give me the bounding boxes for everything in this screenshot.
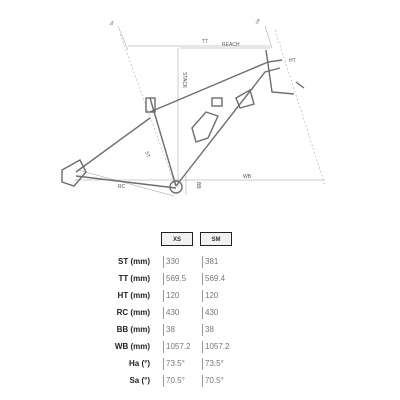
cable-guide xyxy=(236,90,254,108)
row-label: ST (mm) xyxy=(118,257,150,266)
table-row xyxy=(0,271,400,287)
value-sm: 38 xyxy=(202,324,236,336)
value-sm: 381 xyxy=(202,256,236,268)
table-row xyxy=(0,373,400,389)
seat-tube xyxy=(150,98,176,186)
table-row xyxy=(0,305,400,321)
value-sm: 569.4 xyxy=(202,273,236,285)
value-sm: 1057.2 xyxy=(202,341,236,353)
table-row xyxy=(0,322,400,338)
wb-label: WB xyxy=(243,174,252,180)
stack-label: STACK xyxy=(181,72,187,89)
value-xs: 430 xyxy=(163,307,197,319)
ha-tick xyxy=(265,26,272,48)
sa-tick xyxy=(118,26,128,50)
seat-axis-line xyxy=(120,34,176,188)
down-tube xyxy=(176,68,280,186)
bb-label: BB xyxy=(195,182,201,189)
ha-mark: Ha xyxy=(254,17,261,25)
row-label: Sa (°) xyxy=(129,376,150,385)
seat-stay xyxy=(76,118,150,172)
value-xs: 1057.2 xyxy=(163,341,197,353)
row-label: WB (mm) xyxy=(114,342,150,351)
tt-label: TT xyxy=(202,39,209,45)
value-sm: 430 xyxy=(202,307,236,319)
dimension-lines xyxy=(74,26,325,196)
value-xs: 70.5° xyxy=(163,375,197,387)
value-sm: 70.5° xyxy=(202,375,236,387)
ht-mark: HT xyxy=(289,58,296,64)
reach-label: REACH xyxy=(222,42,240,48)
rear-dropout xyxy=(62,160,86,186)
head-tube xyxy=(266,50,294,94)
top-tube xyxy=(150,60,282,112)
table-row xyxy=(0,254,400,270)
row-label: BB (mm) xyxy=(116,325,150,334)
value-sm: 120 xyxy=(202,290,236,302)
value-xs: 330 xyxy=(163,256,197,268)
rc-label: RC xyxy=(118,184,126,190)
value-xs: 120 xyxy=(163,290,197,302)
value-xs: 569.5 xyxy=(163,273,197,285)
value-sm: 73.5° xyxy=(202,358,236,370)
fork-crown xyxy=(296,82,304,88)
st-label: ST xyxy=(143,150,151,159)
value-xs: 73.5° xyxy=(163,358,197,370)
table-row xyxy=(0,288,400,304)
rc-dimension-line xyxy=(78,170,174,196)
head-axis-line xyxy=(275,30,325,185)
bottle-top xyxy=(212,98,222,106)
row-label: TT (mm) xyxy=(118,274,150,283)
row-label: RC (mm) xyxy=(116,308,150,317)
size-header-sm: SM xyxy=(200,232,232,246)
table-row xyxy=(0,339,400,355)
table-row xyxy=(0,356,400,372)
chain-stay xyxy=(76,176,176,188)
row-label: HT (mm) xyxy=(117,291,150,300)
sa-mark: Sa xyxy=(108,20,115,27)
row-label: Ha (°) xyxy=(129,359,150,368)
value-xs: 38 xyxy=(163,324,197,336)
size-header-xs: XS xyxy=(161,232,193,246)
